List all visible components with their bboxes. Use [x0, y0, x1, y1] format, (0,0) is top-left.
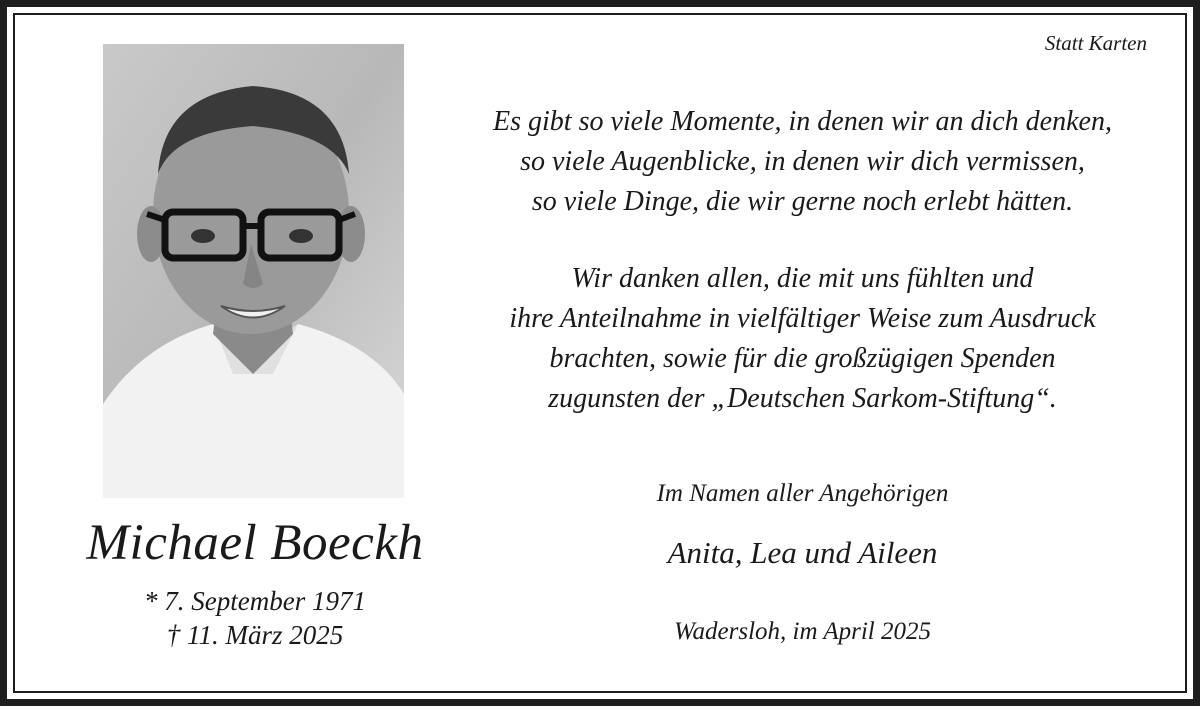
family-names: Anita, Lea und Aileen [667, 535, 938, 570]
place-date: Wadersloh, im April 2025 [674, 618, 931, 645]
thanks-text [440, 259, 1165, 419]
poem-line: Es gibt so viele Momente, in denen wir an dich denken, [493, 106, 1112, 137]
poem-verse [440, 102, 1165, 222]
thanks-line: ihre Anteilnahme in vielfältiger Weise zum Ausdruck [509, 303, 1096, 334]
poem-line: so viele Augenblicke, in denen wir dich vermissen, [520, 146, 1085, 177]
death-date: † 11. März 2025 [166, 620, 344, 650]
deceased-name: Michael Boeckh [86, 515, 424, 571]
header-statt-karten: Statt Karten [1044, 31, 1147, 55]
thanks-line: Wir danken allen, die mit uns fühlten und [571, 263, 1034, 294]
thanks-line: zugunsten der „Deutschen Sarkom-Stiftung“. [548, 383, 1057, 414]
thanks-line: brachten, sowie für die großzügigen Spenden [549, 343, 1056, 374]
family-intro: Im Namen aller Angehörigen [656, 480, 949, 507]
birth-date: * 7. September 1971 [144, 586, 366, 616]
life-dates [30, 584, 480, 652]
portrait-photo [103, 44, 404, 498]
poem-line: so viele Dinge, die wir gerne noch erlebt hätten. [531, 186, 1074, 217]
